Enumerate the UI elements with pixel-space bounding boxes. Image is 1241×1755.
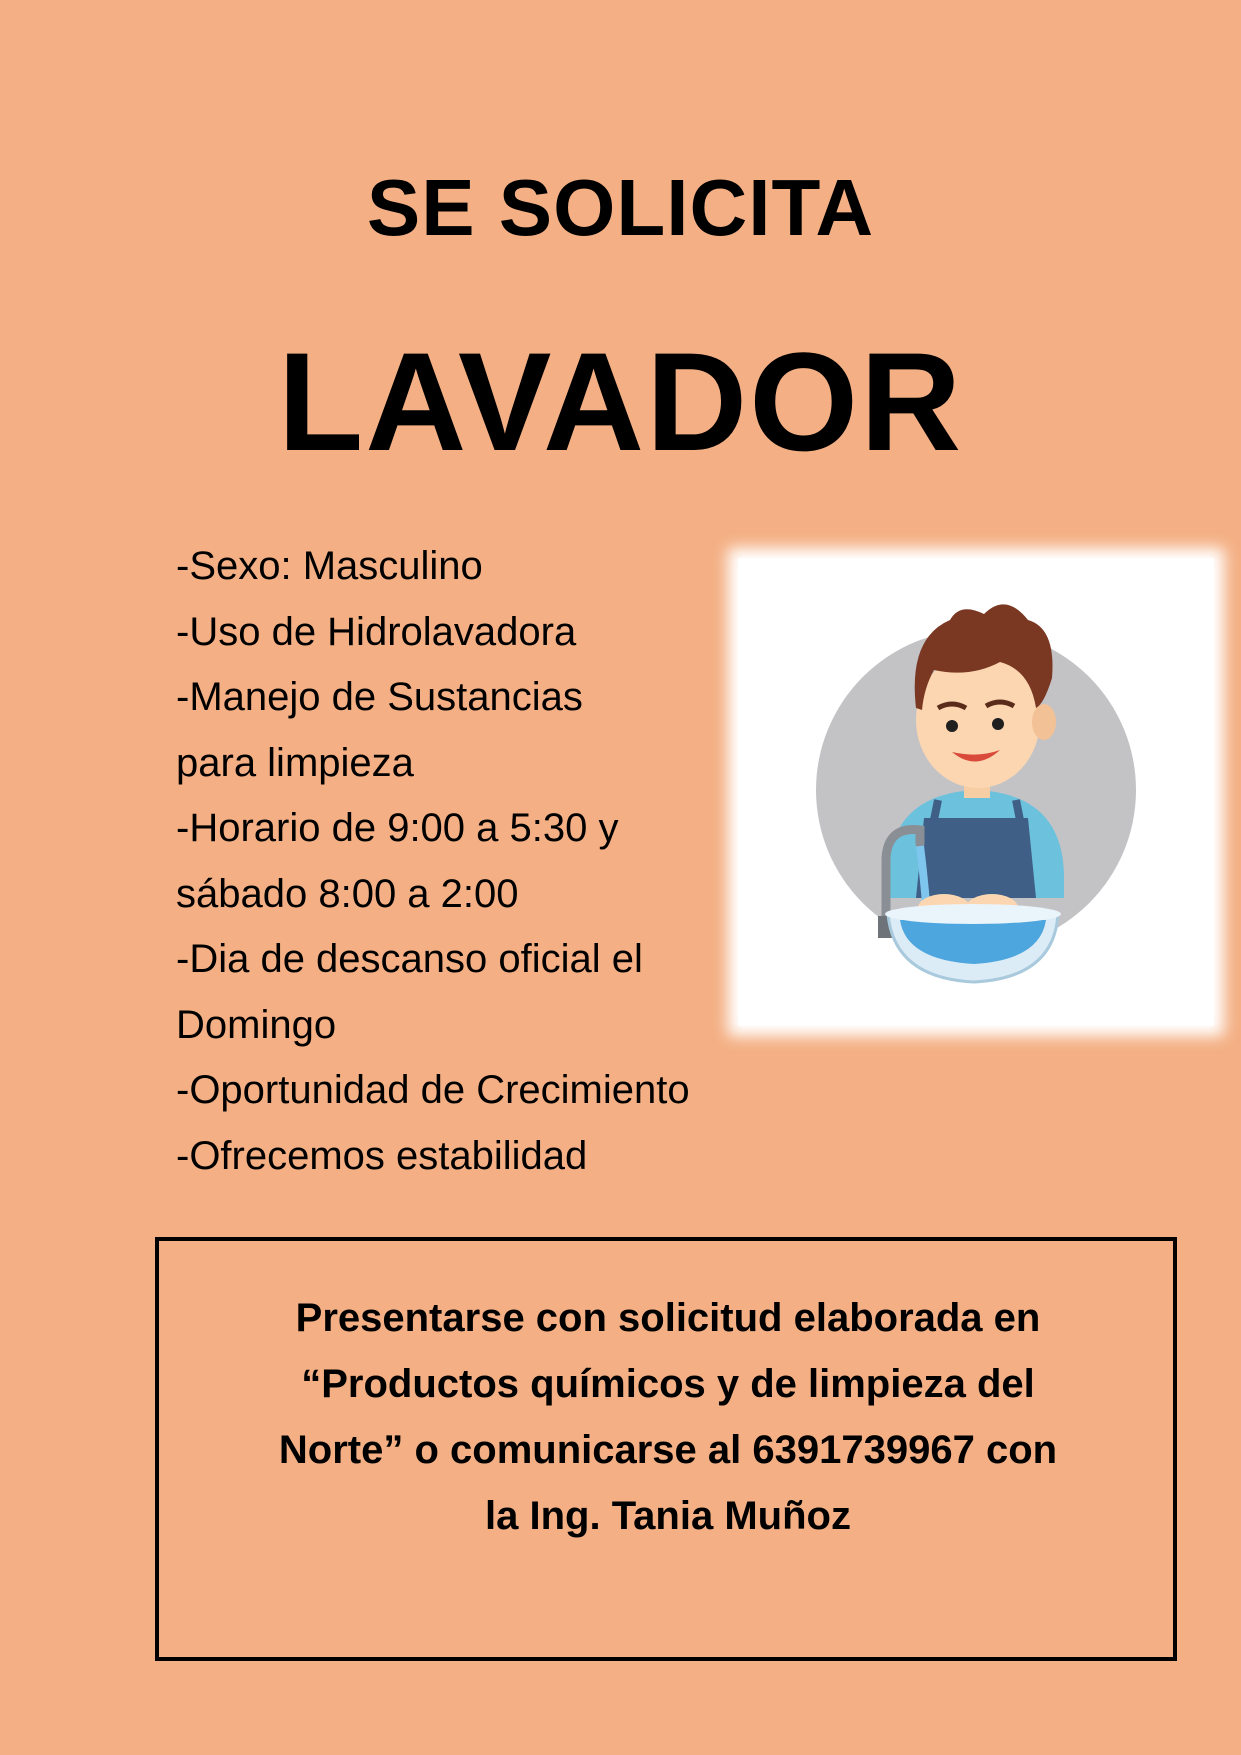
requirements-list: [176, 534, 796, 1189]
contact-text: [189, 1285, 1147, 1549]
requirement-item: -Oportunidad de Crecimiento: [176, 1068, 690, 1112]
contact-line: Presentarse con solicitud elaborada en: [295, 1296, 1041, 1340]
requirement-item: -Horario de 9:00 a 5:30 y sábado 8:00 a 2:00: [176, 806, 619, 916]
boy-washing-hands-icon: [738, 558, 1214, 1026]
heading-se-solicita: SE SOLICITA: [366, 163, 875, 252]
contact-box: [155, 1237, 1177, 1661]
requirement-item: -Dia de descanso oficial el Domingo: [176, 937, 643, 1047]
heading-lavador: LAVADOR: [277, 323, 964, 480]
contact-line: Norte” o comunicarse al 6391739967 con: [278, 1428, 1058, 1472]
requirement-item: -Uso de Hidrolavadora: [176, 609, 577, 654]
contact-line: la Ing. Tania Muñoz: [485, 1494, 851, 1538]
contact-line: “Productos químicos y de limpieza del: [301, 1362, 1035, 1406]
requirement-item: -Ofrecemos estabilidad: [176, 1133, 588, 1178]
requirement-item: -Sexo: Masculino: [176, 544, 483, 588]
requirement-item: -Manejo de Sustancias para limpieza: [176, 675, 583, 785]
